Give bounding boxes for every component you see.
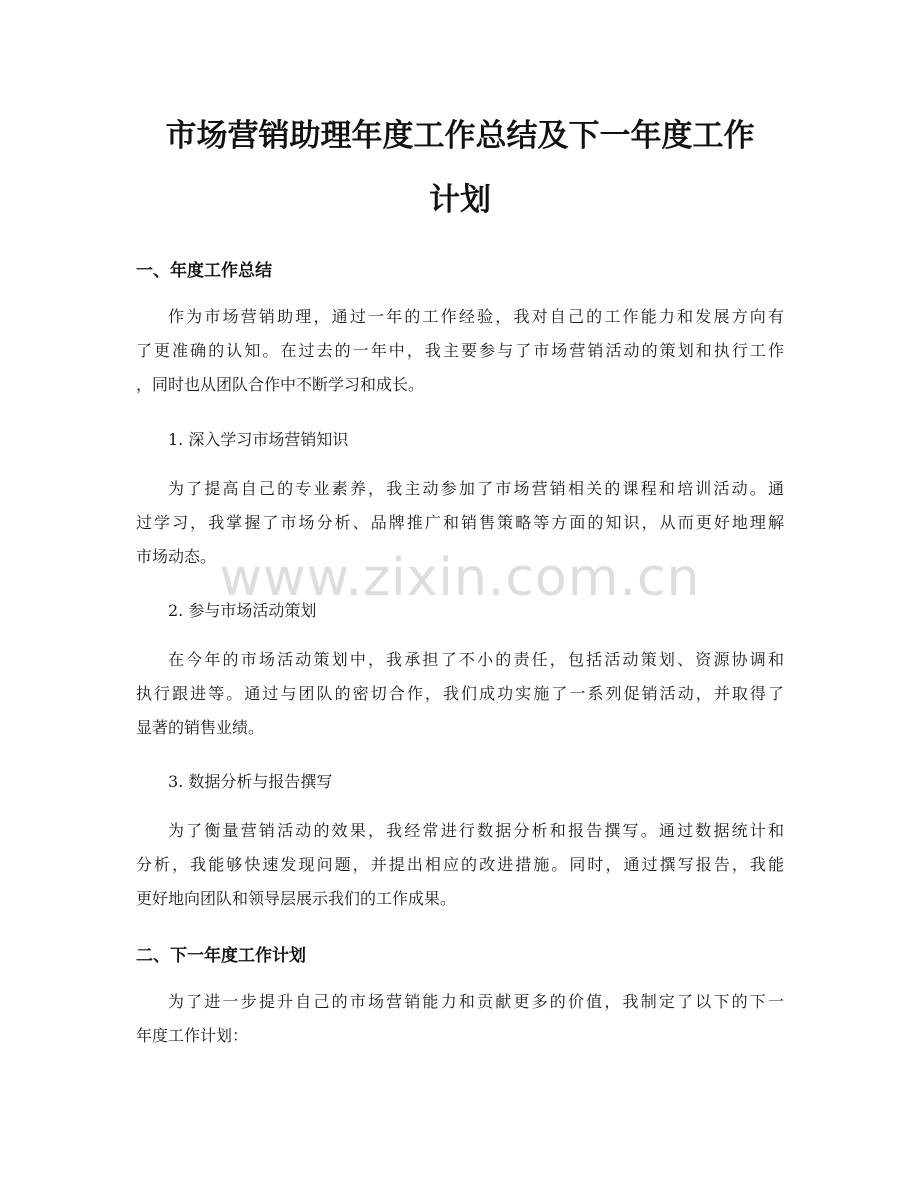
- item-1-paragraph: [136, 472, 784, 574]
- paragraph-line: 分析，我能够快速发现问题，并提出相应的改进措施。同时，通过撰写报告，我能: [136, 855, 784, 874]
- paragraph-line: 为了进一步提升自己的市场营销能力和贡献更多的价值，我制定了以下的下一: [168, 992, 784, 1011]
- page-title-line-2: 计划: [429, 182, 491, 218]
- section-1-intro-paragraph: [136, 300, 784, 402]
- section-2-heading: 二、下一年度工作计划: [136, 946, 306, 966]
- item-1-title: 1. 深入学习市场营销知识: [168, 430, 349, 449]
- item-2-title: 2. 参与市场活动策划: [168, 601, 317, 620]
- paragraph-line: 在今年的市场活动策划中，我承担了不小的责任，包括活动策划、资源协调和: [168, 650, 784, 669]
- paragraph-line: 执行跟进等。通过与团队的密切合作，我们成功实施了一系列促销活动，并取得了: [136, 684, 784, 703]
- section-2-intro-paragraph: [136, 985, 784, 1053]
- paragraph-line: 为了衡量营销活动的效果，我经常进行数据分析和报告撰写。通过数据统计和: [168, 821, 784, 840]
- paragraph-line: 了更准确的认知。在过去的一年中，我主要参与了市场营销活动的策划和执行工作: [136, 341, 784, 360]
- paragraph-line: 过学习，我掌握了市场分析、品牌推广和销售策略等方面的知识，从而更好地理解: [136, 513, 784, 532]
- watermark-text: www.zixin.com.cn: [219, 548, 701, 608]
- paragraph-line: 市场动态。: [136, 547, 217, 566]
- paragraph-line: 更好地向团队和领导层展示我们的工作成果。: [136, 889, 457, 908]
- paragraph-line: 作为市场营销助理，通过一年的工作经验，我对自己的工作能力和发展方向有: [168, 307, 784, 326]
- paragraph-line: ，同时也从团队合作中不断学习和成长。: [136, 375, 425, 394]
- paragraph-line: 年度工作计划：: [136, 1026, 249, 1045]
- page-title-line-1: 市场营销助理年度工作总结及下一年度工作: [165, 118, 755, 154]
- paragraph-line: 显著的销售业绩。: [136, 718, 265, 737]
- section-1-heading: 一、年度工作总结: [136, 261, 272, 281]
- item-2-paragraph: [136, 643, 784, 745]
- paragraph-line: 为了提高自己的专业素养，我主动参加了市场营销相关的课程和培训活动。通: [168, 479, 784, 498]
- item-3-paragraph: [136, 814, 784, 916]
- item-3-title: 3. 数据分析与报告撰写: [168, 772, 333, 791]
